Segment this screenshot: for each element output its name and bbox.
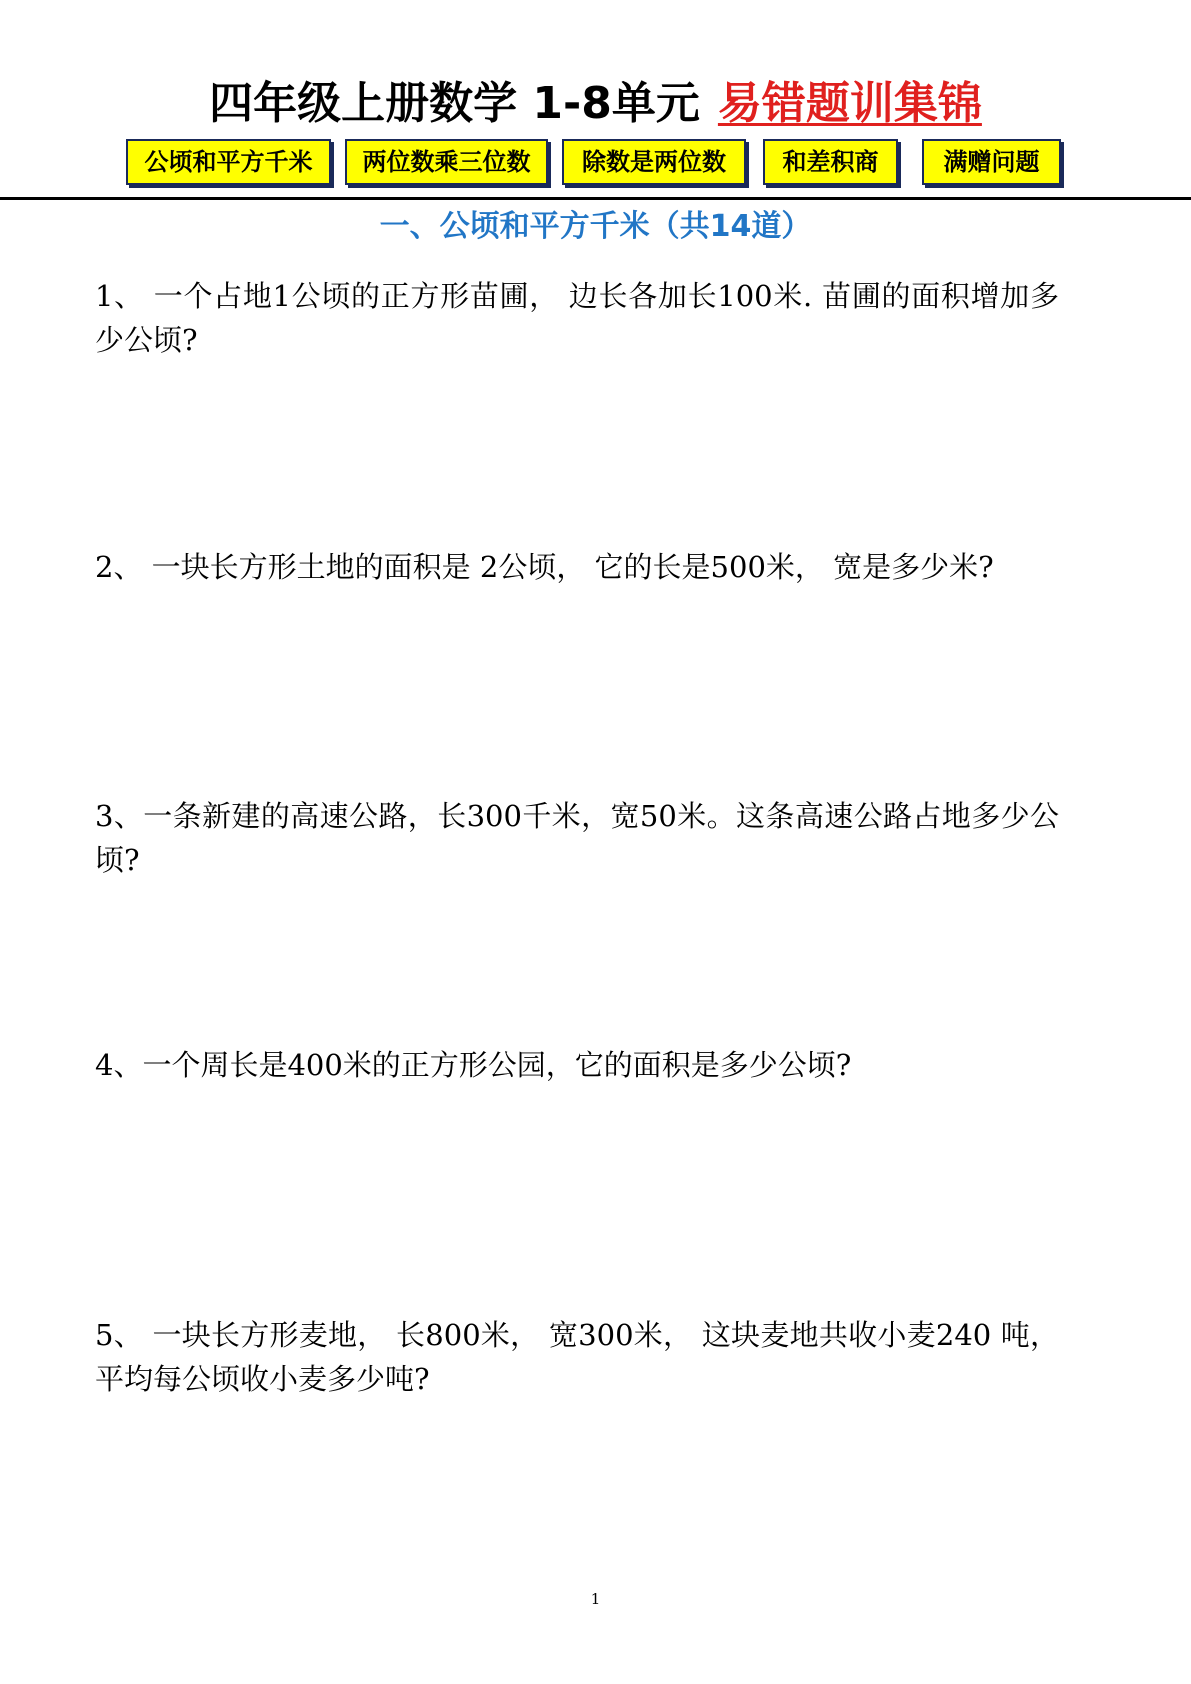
page-title — [0, 74, 1191, 134]
question-5: 5、 一块长方形麦地， 长800米， 宽300米， 这块麦地共收小麦240 吨， 平均每公顷收小麦多少吨? — [95, 1318, 1059, 1396]
title-main: 四年级上册数学 1-8单元 — [209, 78, 700, 129]
title-highlight: 易错题训集锦 — [717, 78, 982, 129]
topic-tag-two-by-three-digit[interactable]: 两位数乘三位数 — [345, 139, 548, 185]
topic-tag-hectare[interactable]: 公顷和平方千米 — [126, 139, 331, 185]
topic-tag-two-digit-divisor[interactable]: 除数是两位数 — [562, 139, 746, 185]
topic-tag-sum-difference[interactable]: 和差积商 — [763, 139, 898, 185]
page-number: 1 — [590, 1590, 601, 1608]
topic-tag-gift-problems[interactable]: 满赠问题 — [922, 139, 1061, 185]
header-divider — [0, 197, 1191, 200]
question-1: 1、 一个占地1公顷的正方形苗圃， 边长各加长100米. 苗圃的面积增加多少公顷? — [95, 279, 1059, 357]
question-3: 3、一条新建的高速公路，长300千米，宽50米。这条高速公路占地多少公顷? — [95, 799, 1059, 877]
question-2: 2、 一块长方形土地的面积是 2公顷， 它的长是500米， 宽是多少米? — [95, 550, 994, 584]
section-heading: 一、公顷和平方千米（共14道） — [379, 209, 812, 244]
question-4: 4、一个周长是400米的正方形公园，它的面积是多少公顷? — [95, 1048, 852, 1082]
